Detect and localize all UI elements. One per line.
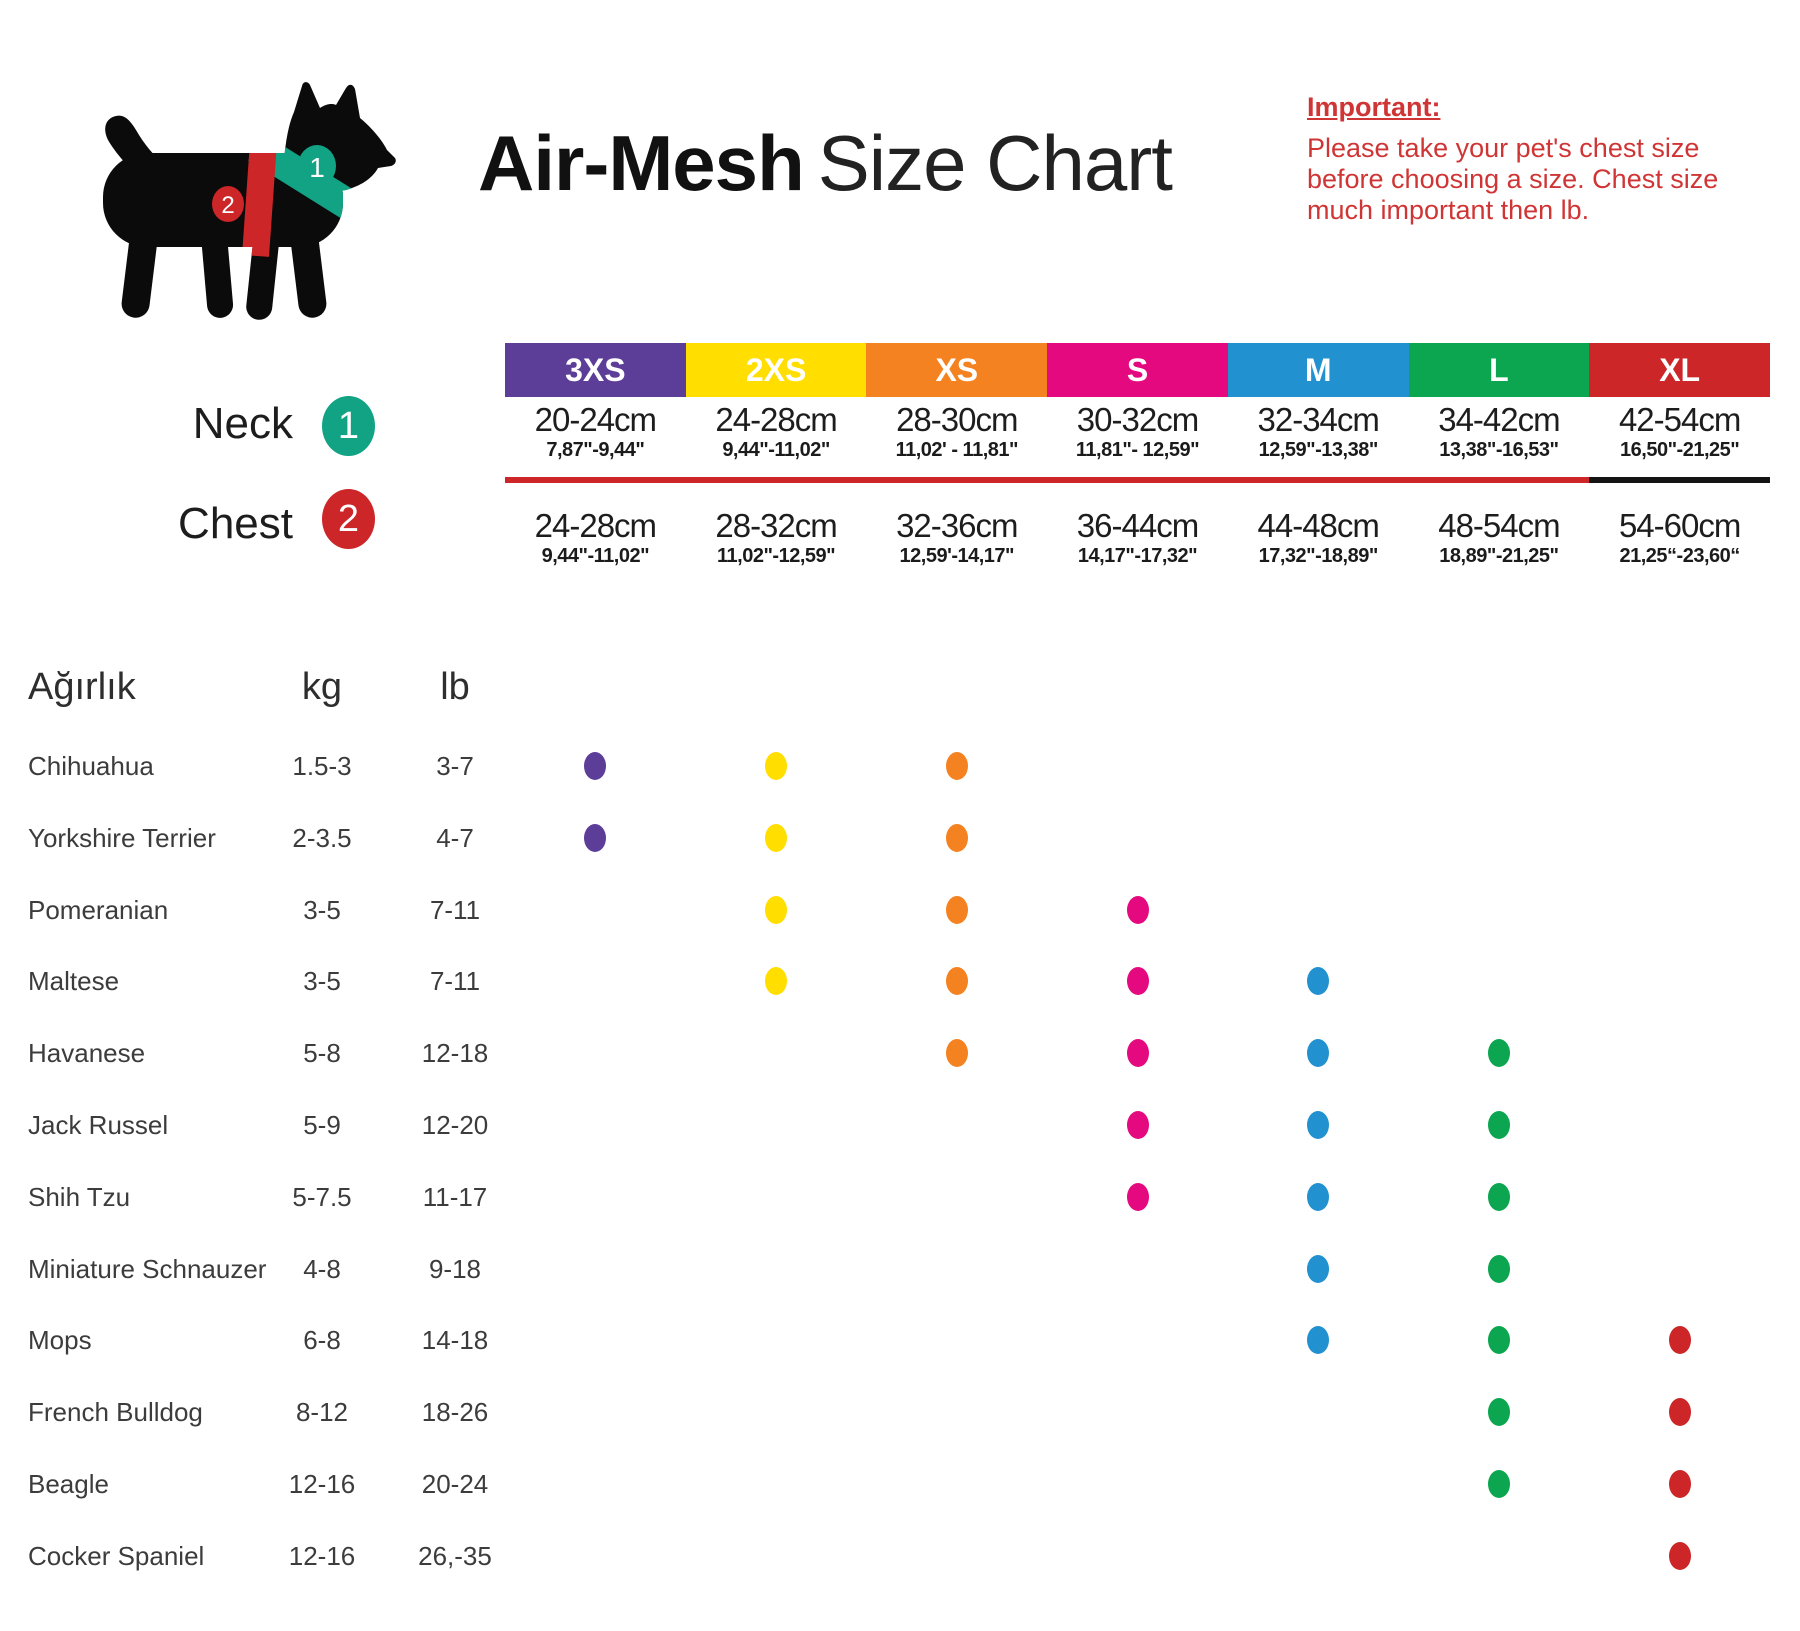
chest-cell-M: [1228, 508, 1409, 569]
breed-kg: 5-9: [303, 1110, 341, 1140]
size-dot-2XS: [765, 752, 787, 780]
neck-cm-L: 34-42cm: [1438, 401, 1560, 438]
breed-name: French Bulldog: [28, 1397, 203, 1428]
breed-lb: 20-24: [421, 1469, 489, 1499]
size-dot-S: [1127, 1183, 1149, 1211]
neck-cm-S: 30-32cm: [1076, 401, 1199, 438]
breed-name: Beagle: [28, 1469, 109, 1499]
size-dot-M: [1307, 1255, 1329, 1283]
size-dot-XS: [946, 967, 968, 995]
chest-cell-XL: [1589, 508, 1770, 569]
size-header-L: L: [1409, 343, 1590, 397]
neck-cell-XL: [1589, 402, 1770, 463]
breed-name: Maltese: [28, 966, 120, 997]
weight-header-breed: Ağırlık: [28, 666, 136, 708]
breed-lb: 3-7: [436, 751, 474, 781]
neck-cm-2XS: 24-28cm: [715, 401, 837, 438]
neck-cm-3XS: 20-24cm: [534, 401, 657, 438]
size-dot-M: [1307, 967, 1329, 995]
breed-name: Yorkshire Terrier: [28, 822, 216, 853]
breed-name: Shih Tzu: [28, 1181, 131, 1212]
size-header-2XS: 2XS: [686, 343, 867, 397]
size-header-row: [505, 343, 1770, 397]
neck-inch-L: 13,38"-16,53": [1439, 439, 1559, 461]
breed-row: [0, 1324, 1800, 1356]
breed-name: Chihuahua: [28, 751, 154, 781]
breed-row: [0, 1396, 1800, 1428]
size-dot-L: [1488, 1111, 1510, 1139]
size-dot-L: [1488, 1183, 1510, 1211]
size-dot-L: [1488, 1039, 1510, 1067]
breed-name: Mops: [28, 1325, 92, 1356]
breed-kg: 1.5-3: [292, 751, 352, 781]
neck-inch-M: 12,59"-13,38": [1258, 439, 1378, 461]
chest-cell-S: [1047, 508, 1228, 569]
chest-inch-XS: 12,59'-14,17": [899, 545, 1015, 567]
breed-lb: 18-26: [421, 1397, 489, 1428]
neck-cm-XL: 42-54cm: [1618, 401, 1741, 438]
weight-header-kg: kg: [301, 666, 343, 708]
neck-inch-S: 11,81"- 12,59": [1075, 439, 1200, 461]
important-body: Please take your pet's chest size before choosing a size. Chest size much important then lb.: [1307, 133, 1719, 225]
size-dot-M: [1307, 1183, 1329, 1211]
size-dot-XS: [946, 896, 968, 924]
breed-lb: 12-18: [421, 1038, 489, 1069]
chest-cm-2XS: 28-32cm: [715, 507, 837, 544]
neck-cell-M: [1228, 402, 1409, 463]
breed-row: [0, 1468, 1800, 1500]
breed-lb: 14-18: [421, 1325, 489, 1356]
weight-header-lb: lb: [440, 666, 470, 708]
breed-lb: 12-20: [421, 1110, 489, 1140]
neck-cm-M: 32-34cm: [1257, 401, 1379, 438]
neck-values-row: [505, 402, 1770, 463]
chest-cm-L: 48-54cm: [1438, 507, 1560, 544]
size-header-S: S: [1047, 343, 1228, 397]
size-dot-XL: [1669, 1326, 1691, 1354]
chest-inch-XL: 21,25“-23,60“: [1619, 545, 1740, 567]
breed-name: Cocker Spaniel: [28, 1540, 205, 1571]
size-dot-M: [1307, 1326, 1329, 1354]
important-heading: Important:: [1307, 92, 1441, 122]
neck-badge: 1: [322, 396, 375, 456]
svg-text:1: 1: [309, 152, 325, 183]
important-note: [1307, 92, 1767, 226]
size-dot-S: [1127, 896, 1149, 924]
breed-name: Miniature Schnauzer: [28, 1253, 267, 1284]
size-dot-S: [1127, 1039, 1149, 1067]
breed-kg: 2-3.5: [292, 822, 352, 853]
chest-cell-2XS: [686, 508, 867, 569]
size-dot-XS: [946, 752, 968, 780]
chest-values-row: [505, 508, 1770, 569]
size-dot-2XS: [765, 967, 787, 995]
breed-kg: 6-8: [303, 1325, 341, 1356]
dog-neck-badge: [298, 145, 336, 187]
dog-chest-badge: [212, 186, 244, 222]
chest-cm-S: 36-44cm: [1076, 507, 1199, 544]
neck-cell-S: [1047, 402, 1228, 463]
neck-cell-XS: [866, 402, 1047, 463]
chest-cm-XL: 54-60cm: [1618, 507, 1741, 544]
neck-row-label: Neck: [192, 399, 293, 448]
breed-name: Jack Russel: [28, 1110, 169, 1140]
neck-cell-3XS: [505, 402, 686, 463]
chest-inch-2XS: 11,02"-12,59": [717, 545, 836, 567]
size-header-XL: XL: [1589, 343, 1770, 397]
breed-lb: 7-11: [429, 966, 481, 997]
size-dot-2XS: [765, 896, 787, 924]
neck-inch-3XS: 7,87"-9,44": [546, 439, 645, 461]
breed-lb: 9-18: [428, 1253, 482, 1284]
chest-row-label: Chest: [178, 499, 293, 548]
chest-cell-L: [1409, 508, 1590, 569]
size-dot-XL: [1669, 1542, 1691, 1570]
neck-inch-2XS: 9,44"-11,02": [722, 439, 830, 461]
chest-inch-M: 17,32"-18,89": [1258, 545, 1378, 567]
size-dot-2XS: [765, 824, 787, 852]
breed-kg: 3-5: [303, 894, 341, 925]
size-header-XS: XS: [866, 343, 1047, 397]
chest-inch-L: 18,89"-21,25": [1439, 545, 1559, 567]
breed-kg: 12-16: [288, 1540, 356, 1571]
breed-row: [0, 1181, 1800, 1213]
page-title-suffix: Size Chart: [817, 119, 1172, 207]
chest-cm-M: 44-48cm: [1257, 507, 1379, 544]
breed-name: Pomeranian: [28, 894, 169, 925]
size-dot-XL: [1669, 1398, 1691, 1426]
page-title: [478, 118, 1172, 209]
neck-chest-divider: [505, 477, 1770, 483]
size-dot-L: [1488, 1470, 1510, 1498]
breed-row: [0, 1540, 1800, 1572]
size-dot-3XS: [584, 824, 606, 852]
size-dot-M: [1307, 1039, 1329, 1067]
breed-kg: 12-16: [288, 1469, 356, 1499]
size-dot-XS: [946, 824, 968, 852]
size-dot-L: [1488, 1255, 1510, 1283]
size-dot-3XS: [584, 752, 606, 780]
page-title-product: Air-Mesh: [478, 119, 804, 207]
size-header-M: M: [1228, 343, 1409, 397]
breed-kg: 3-5: [303, 966, 341, 997]
breed-row: [0, 1109, 1800, 1141]
chest-badge: 2: [322, 489, 375, 549]
size-dot-S: [1127, 967, 1149, 995]
svg-text:2: 2: [221, 192, 235, 219]
size-header-3XS: 3XS: [505, 343, 686, 397]
size-dot-L: [1488, 1326, 1510, 1354]
neck-inch-XS: 11,02' - 11,81": [895, 439, 1018, 461]
breed-kg: 5-8: [303, 1038, 341, 1069]
chest-cell-3XS: [505, 508, 686, 569]
size-dot-XS: [946, 1039, 968, 1067]
breed-row: [0, 822, 1800, 854]
breed-row: [0, 894, 1800, 926]
breed-row: [0, 750, 1800, 782]
chest-cell-XS: [866, 508, 1047, 569]
breed-row: [0, 1037, 1800, 1069]
size-dot-XL: [1669, 1470, 1691, 1498]
size-dot-M: [1307, 1111, 1329, 1139]
breed-name: Havanese: [28, 1038, 146, 1069]
chest-cm-XS: 32-36cm: [896, 507, 1018, 544]
neck-inch-XL: 16,50"-21,25": [1620, 439, 1740, 461]
breed-lb: 7-11: [429, 894, 481, 925]
breed-kg: 4-8: [303, 1253, 341, 1284]
breed-kg: 8-12: [295, 1397, 349, 1428]
breed-row: [0, 965, 1800, 997]
breed-row: [0, 1253, 1800, 1285]
weight-table-header: [0, 666, 1800, 712]
breed-lb: 4-7: [436, 822, 474, 853]
breed-kg: 5-7.5: [292, 1181, 352, 1212]
chest-inch-3XS: 9,44"-11,02": [541, 545, 650, 567]
size-dot-L: [1488, 1398, 1510, 1426]
size-dot-S: [1127, 1111, 1149, 1139]
neck-cm-XS: 28-30cm: [896, 401, 1018, 438]
dog-figure-illustration: [100, 78, 400, 323]
chest-cm-3XS: 24-28cm: [534, 507, 657, 544]
neck-cell-2XS: [686, 402, 867, 463]
breed-lb: 26,-35: [418, 1540, 492, 1571]
neck-cell-L: [1409, 402, 1590, 463]
chest-inch-S: 14,17"-17,32": [1077, 545, 1198, 567]
breed-lb: 11-17: [422, 1181, 488, 1212]
